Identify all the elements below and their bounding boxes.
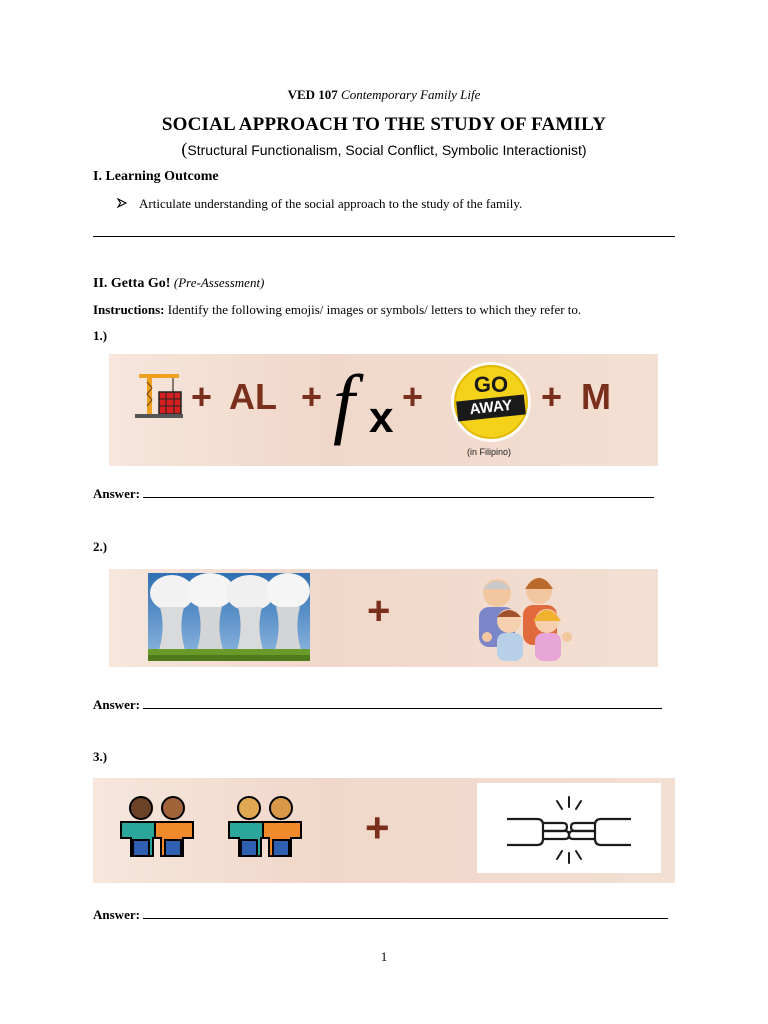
arrow-bullet-icon xyxy=(117,196,139,212)
course-name: Contemporary Family Life xyxy=(341,87,481,102)
section-divider xyxy=(93,236,675,237)
plus-sign: + xyxy=(365,804,390,851)
pre-assessment-heading xyxy=(93,275,264,292)
answer-blank[interactable] xyxy=(143,486,654,498)
plus-sign: + xyxy=(301,376,323,417)
answer-label: Answer: xyxy=(93,486,140,501)
go-away-badge-icon xyxy=(447,358,535,446)
family-illustration xyxy=(467,571,577,667)
plus-sign: + xyxy=(541,376,563,417)
page-number: 1 xyxy=(380,949,388,964)
subtitle-open-paren: ( xyxy=(181,139,188,159)
item-1-number: 1.) xyxy=(93,328,108,343)
fx-f: f xyxy=(333,359,355,446)
power-plant-image xyxy=(148,573,310,661)
learning-outcome-heading: I. Learning Outcome xyxy=(93,169,219,184)
badge-text-go: GO xyxy=(473,372,509,397)
page-subtitle xyxy=(0,139,768,160)
item-3-number: 3.) xyxy=(93,749,108,764)
construction-crane-icon xyxy=(133,370,185,425)
item-2-rebus-image xyxy=(109,569,658,667)
item-1-rebus-image xyxy=(109,354,658,466)
badge-caption: (in Filipino) xyxy=(466,447,511,457)
item-3-rebus-image xyxy=(93,778,675,883)
learning-outcome-text: Articulate understanding of the social approach to the study of the family. xyxy=(139,196,523,211)
item-3-answer xyxy=(93,907,668,923)
plus-sign: + xyxy=(367,589,391,633)
answer-label: Answer: xyxy=(93,907,140,922)
fx-function-icon xyxy=(329,359,401,454)
badge-text-away: AWAY xyxy=(456,395,526,422)
couple-emoji-icon xyxy=(219,794,311,863)
fx-x: x xyxy=(369,393,394,442)
plus-sign: + xyxy=(191,376,213,417)
answer-label: Answer: xyxy=(93,697,140,712)
rebus-text-m: M xyxy=(581,376,611,417)
answer-blank[interactable] xyxy=(143,697,662,709)
item-1-answer xyxy=(93,486,654,502)
subtitle-text: Structural Functionalism, Social Conflict, Symbolic Interactionist) xyxy=(187,142,587,158)
instructions xyxy=(93,302,581,318)
item-2-answer xyxy=(93,697,662,713)
course-code: VED 107 xyxy=(287,87,338,102)
pre-assessment-heading-italic: (Pre-Assessment) xyxy=(173,275,265,290)
instructions-text: Identify the following emojis/ images or symbols/ letters to which they refer to. xyxy=(167,302,582,317)
item-2-number: 2.) xyxy=(93,539,108,554)
answer-blank[interactable] xyxy=(143,907,668,919)
rebus-text-al: AL xyxy=(229,376,277,417)
plus-sign: + xyxy=(402,376,424,417)
page-title: SOCIAL APPROACH TO THE STUDY OF FAMILY xyxy=(161,114,607,135)
fist-bump-icon xyxy=(477,783,661,873)
course-line xyxy=(0,87,768,103)
couple-emoji-icon xyxy=(111,794,203,863)
pre-assessment-heading-bold: II. Getta Go! xyxy=(93,276,171,291)
learning-outcome-bullet xyxy=(117,196,522,212)
instructions-label: Instructions: xyxy=(93,302,165,317)
